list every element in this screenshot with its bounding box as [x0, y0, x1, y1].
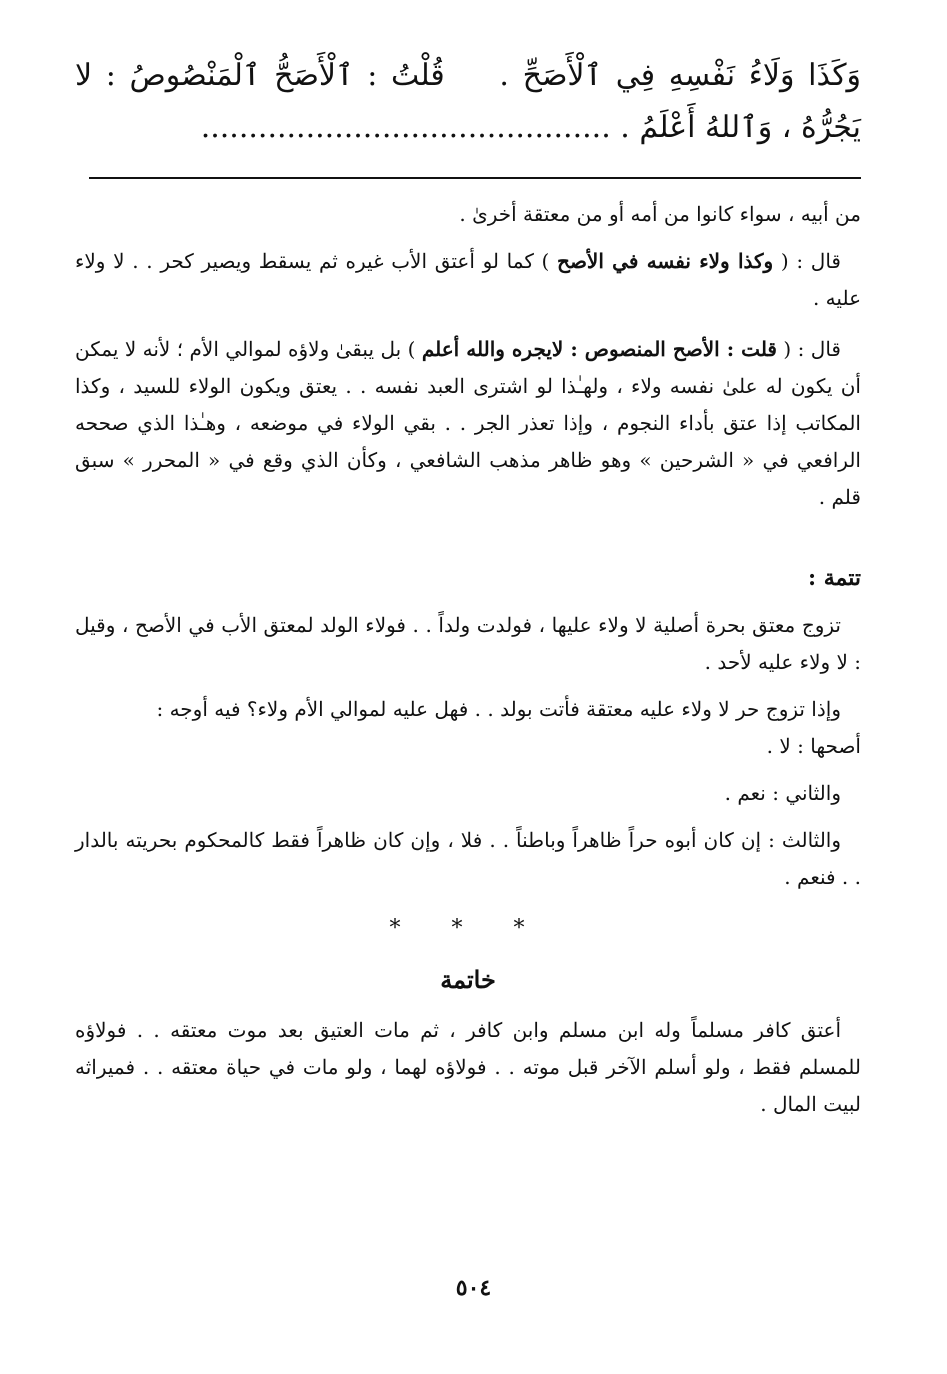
tatimma-heading: تتمة : [807, 565, 861, 591]
commentary-paragraph-3: قال : ( قلت : الأصح المنصوص : لايجره والله أعلم ) بل يبقىٰ ولاؤه لموالي الأم ؛ لأنه لا يمكن أن يكون له علىٰ نفسه ولاء ، ولهـٰذا لو اشترى العبد نفسه . . يعتق ويكون الولاء للسيد ، وكذا المكاتب إذا عتق بأداء النجوم ، وإذا تعذر الجر . . بقي الولاء في موضعه ، وهـٰذا الذي صححه الرافعي في « الشرحين » وهو ظاهر مذهب الشافعي ، وكأن الذي وقع في « المحرر » سبق قلم . [75, 337, 861, 509]
matn-dots: ........................................... [200, 110, 611, 145]
tatimma-paragraph-1: تزوج معتق بحرة أصلية لا ولاء عليها ، فولدت ولداً . . فولاء الولد لمعتق الأب في الأصح ، وقيل : لا ولاء عليه لأحد . [75, 613, 861, 674]
quoted-matn: قلت : الأصح المنصوص : لايجره والله أعلم [421, 337, 777, 361]
commentary-paragraph-1: من أبيه ، سواء كانوا من أمه أو من معتقة أخرىٰ . [459, 202, 861, 226]
page-number: ٥٠٤ [455, 1275, 492, 1301]
matn-part-2: قُلْتُ : ٱلْأَصَحُّ ٱلْمَنْصُوصُ : لا يَجُرُّهُ ، وَٱللهُ أَعْلَمُ . [75, 58, 861, 145]
commentary-paragraph-2: قال : ( وكذا ولاء نفسه في الأصح ) كما لو أعتق الأب غيره ثم يسقط ويصير كحر . . لا ولاء عليه . [75, 249, 861, 310]
tatimma-paragraph-3: أصحها : لا . [766, 734, 861, 758]
matn-text [75, 50, 861, 154]
matn-part-1: وَكَذَا وَلَاءُ نَفْسِهِ فِي ٱلْأَصَحِّ . [499, 58, 861, 93]
tatimma-paragraph-2: وإذا تزوج حر لا ولاء عليه معتقة فأتت بولد . . فهل عليه لموالي الأم ولاء؟ فيه أوجه : [156, 697, 841, 721]
separator-line [89, 177, 861, 179]
commentary-body [75, 196, 861, 1123]
section-divider-stars: * * * [389, 916, 547, 941]
tatimma-paragraph-5: والثالث : إن كان أبوه حراً ظاهراً وباطناً . . فلا ، وإن كان ظاهراً فقط كالمحكوم بحريته بالدار . . فنعم . [75, 828, 861, 889]
quoted-matn: وكذا ولاء نفسه في الأصح [557, 249, 774, 273]
khatima-paragraph-1: أعتق كافر مسلماً وله ابن مسلم وابن كافر ، ثم مات العتيق بعد موت معتقه . . فولاؤه للمسلم فقط ، ولو أسلم الآخر قبل موته . . فولاؤه لهما ، ولو مات في حياة معتقه . . فميراثه لبيت المال . [75, 1018, 861, 1116]
tatimma-paragraph-4: والثاني : نعم . [724, 781, 841, 805]
khatima-heading: خاتمة [440, 965, 496, 994]
